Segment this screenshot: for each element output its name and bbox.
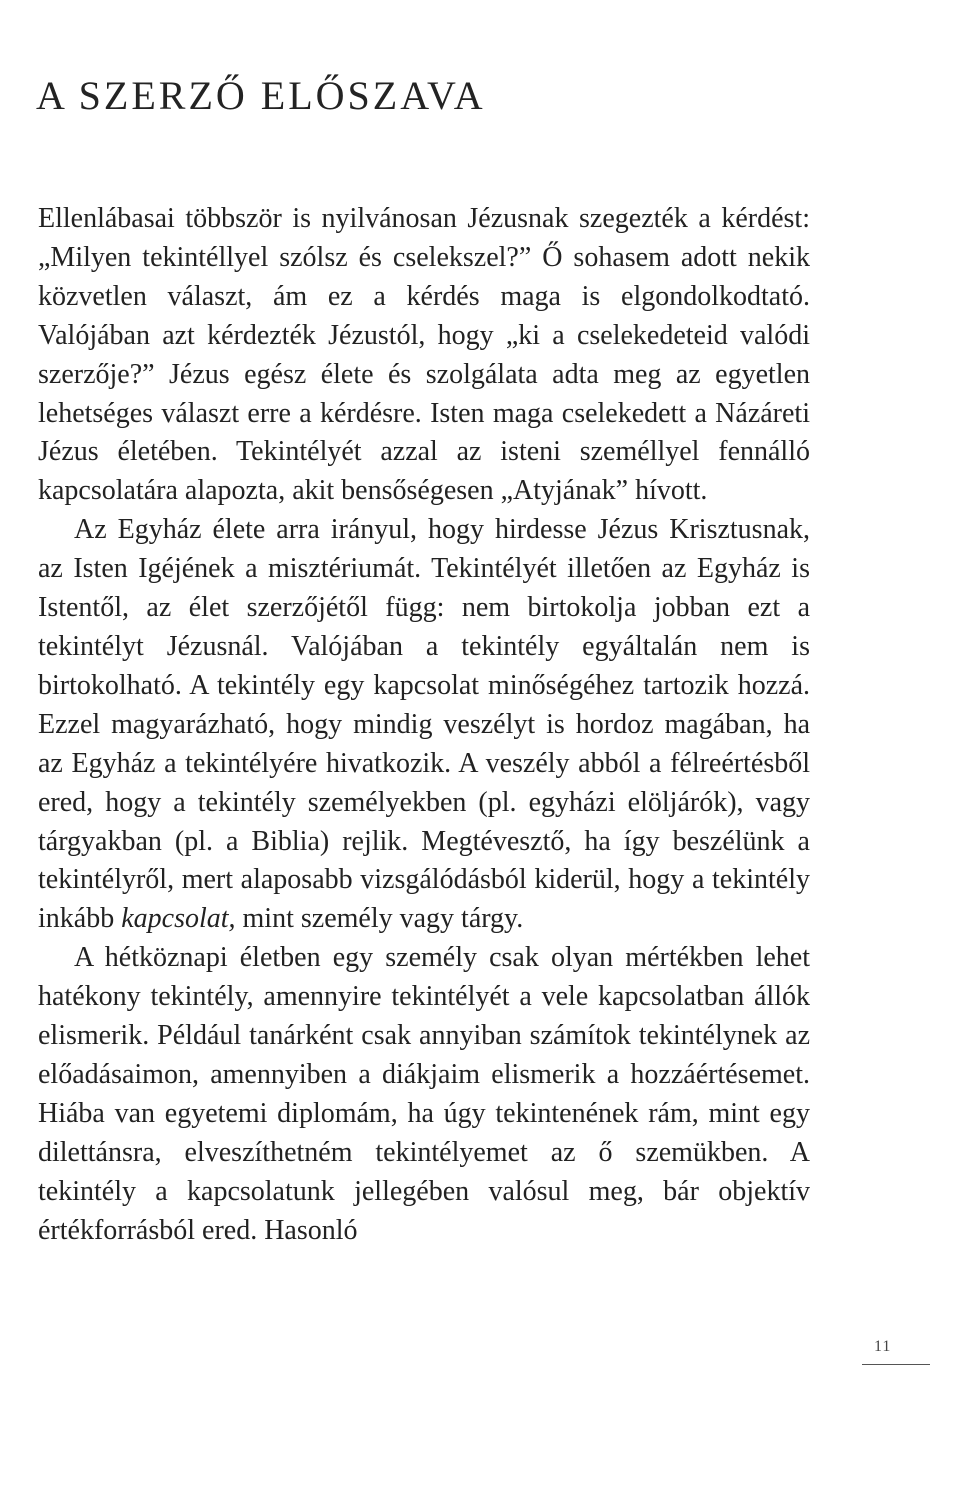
page-number: 11 [874, 1338, 892, 1355]
paragraph-1: Ellenlábasai többször is nyilvánosan Jézusnak szegezték a kérdést: „Milyen tekintéllyel szólsz és cselekszel?” Ő sohasem adott nekik közvetlen választ, ám ez a kérdés maga is elgondolkodtató. Valójában azt kérdezték Jézustól, hogy „ki a cselekedeteid valódi szerzője?” Jézus egész élete és szolgálata adta meg az egyetlen lehetséges választ erre a kérdésre. Isten maga cselekedett a Názáreti Jézus életében. Tekintélyét azzal az isteni személlyel fennálló kapcsolatára alapozta, akit bensőségesen „Atyjának” hívott. [38, 203, 810, 507]
paragraph-2-italic-word: kapcsolat, [121, 903, 236, 935]
paragraph-3: A hétköznapi életben egy személy csak olyan mértékben lehet hatékony tekintély, amennyire tekintélyét a vele kapcsolatban állók elismerik. Például tanárként csak annyiban számítok tekintélynek az előadásaimon, amennyiben a diákjaim elismerik a hozzáértésemet. Hiába van egyetemi diplomám, ha úgy tekintenének rám, mint egy dilettánsra, elveszíthetném tekintélyemet az ő szemükben. A tekintély a kapcsolatunk jellegében valósul meg, bár objektív értékforrásból ered. Hasonló [38, 942, 810, 1246]
body-text [38, 200, 810, 1250]
paragraph-2-text-start: Az Egyház élete arra irányul, hogy hirdesse Jézus Krisztusnak, az Isten Igéjének a misztériumát. Tekintélyét illetően az Egyház is Istentől, az élet szerzőjétől függ: nem birtokolja jobban ezt a tekintélyt Jézusnál. Valójában a tekintély egyáltalán nem is birtokolható. A tekintély egy kapcsolat minőségéhez tartozik hozzá. Ezzel magyarázható, hogy mindig veszélyt is hordoz magában, ha az Egyház a tekintélyére hivatkozik. A veszély abból a félreértésből ered, hogy a tekintély személyekben (pl. egyházi elöljárók), vagy tárgyakban (pl. a Biblia) rejlik. Megtévesztő, ha így beszélünk a tekintélyről, mert alaposabb vizsgálódásból kiderül, hogy a tekintély inkább [38, 514, 810, 935]
page-number-rule [862, 1364, 930, 1365]
paragraph-2-text-end: mint személy vagy tárgy. [235, 903, 524, 935]
chapter-title: A SZERZŐ ELŐSZAVA [36, 73, 486, 118]
paragraph-2 [38, 511, 810, 939]
